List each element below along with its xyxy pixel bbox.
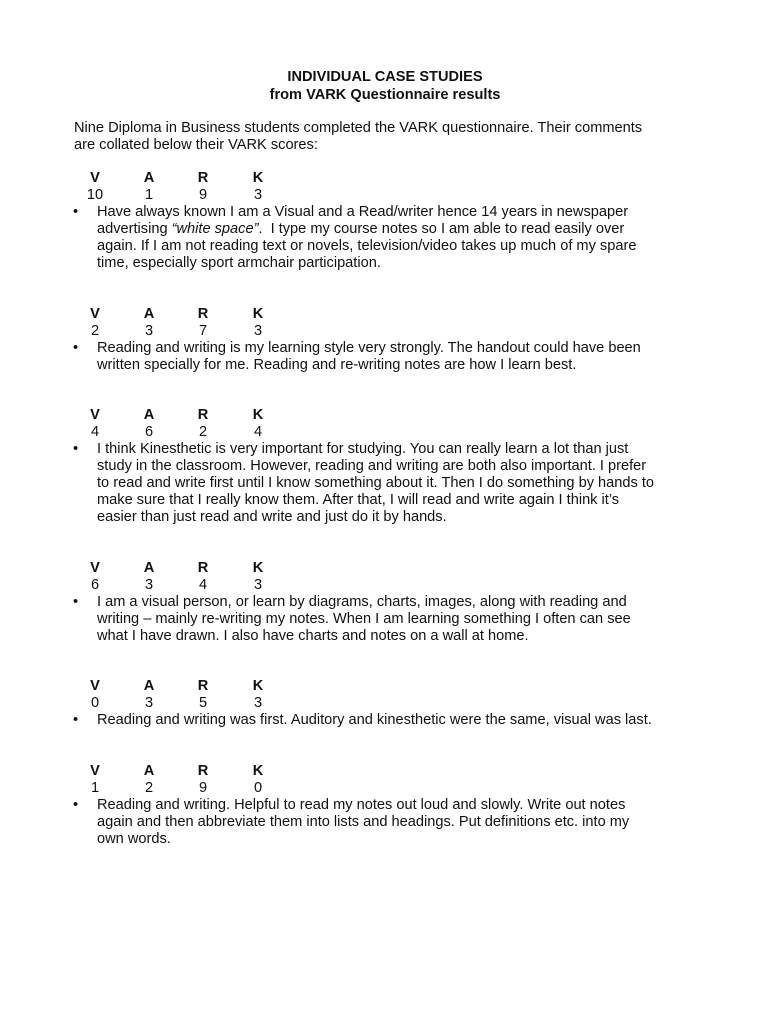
bullet-marker: •: [73, 797, 79, 813]
vark-header-r: R: [197, 306, 209, 322]
intro-line: are collated below their VARK scores:: [74, 137, 318, 153]
score-r: 9: [198, 780, 208, 796]
comment-line: what I have drawn. I also have charts and notes on a wall at home.: [97, 628, 529, 644]
bullet-marker: •: [73, 594, 79, 610]
score-a: 3: [144, 323, 154, 339]
score-k: 3: [253, 187, 263, 203]
vark-header-k: K: [252, 170, 264, 186]
vark-header-r: R: [197, 407, 209, 423]
vark-header-v: V: [90, 407, 100, 423]
score-v: 1: [90, 780, 100, 796]
vark-header-v: V: [90, 560, 100, 576]
student-comment: [73, 441, 707, 526]
comment-line: Reading and writing was first. Auditory and kinesthetic were the same, visual was last.: [97, 712, 652, 728]
vark-header-a: A: [143, 678, 155, 694]
score-a: 1: [144, 187, 154, 203]
comment-line: make sure that I really know them. After that, I will read and write again I think it’s: [97, 492, 620, 508]
score-r: 4: [198, 577, 208, 593]
vark-header-v: V: [90, 678, 100, 694]
vark-header-a: A: [143, 560, 155, 576]
vark-header-v: V: [90, 170, 100, 186]
comment-line: own words.: [97, 831, 171, 847]
comment-line: again. If I am not reading text or novels, television/video takes up much of my spare: [97, 238, 637, 254]
vark-header-r: R: [197, 678, 209, 694]
page-title: INDIVIDUAL CASE STUDIES: [287, 69, 483, 85]
vark-header-r: R: [197, 170, 209, 186]
vark-header-a: A: [143, 306, 155, 322]
comment-text: . I type my course notes so I am able to read easily over: [258, 221, 625, 237]
vark-header-a: A: [143, 763, 155, 779]
vark-header-row: [0, 306, 400, 323]
score-a: 3: [144, 577, 154, 593]
bullet-marker: •: [73, 340, 79, 356]
comment-line: study in the classroom. However, reading and writing are both also important. I prefer: [97, 458, 647, 474]
score-k: 3: [253, 695, 263, 711]
comment-line: Have always known I am a Visual and a Read/writer hence 14 years in newspaper: [97, 204, 629, 220]
vark-header-a: A: [143, 170, 155, 186]
student-comment: [73, 340, 707, 374]
comment-line: [97, 221, 707, 238]
vark-header-v: V: [90, 306, 100, 322]
vark-header-v: V: [90, 763, 100, 779]
score-v: 6: [90, 577, 100, 593]
comment-line: I am a visual person, or learn by diagrams, charts, images, along with reading and: [97, 594, 627, 610]
score-v: 0: [90, 695, 100, 711]
intro-line: Nine Diploma in Business students completed the VARK questionnaire. Their comments: [74, 120, 643, 136]
score-v: 2: [90, 323, 100, 339]
vark-score-row: [0, 780, 400, 797]
vark-header-row: [0, 560, 400, 577]
vark-header-row: [0, 678, 400, 695]
comment-line: writing – mainly re-writing my notes. When I am learning something I often can see: [97, 611, 631, 627]
comment-line: easier than just read and write and just do it by hands.: [97, 509, 447, 525]
comment-italic-text: “white space”: [171, 221, 259, 237]
student-comment: [73, 712, 707, 729]
comment-line: I think Kinesthetic is very important for studying. You can really learn a lot than just: [97, 441, 629, 457]
score-a: 6: [144, 424, 154, 440]
score-k: 4: [253, 424, 263, 440]
vark-header-k: K: [252, 763, 264, 779]
score-k: 0: [253, 780, 263, 796]
bullet-marker: •: [73, 204, 79, 220]
score-k: 3: [253, 323, 263, 339]
student-comment: [73, 594, 707, 645]
vark-score-row: [0, 695, 400, 712]
vark-header-a: A: [143, 407, 155, 423]
vark-header-k: K: [252, 678, 264, 694]
score-a: 2: [144, 780, 154, 796]
vark-score-row: [0, 187, 400, 204]
vark-score-row: [0, 577, 400, 594]
vark-header-row: [0, 763, 400, 780]
score-a: 3: [144, 695, 154, 711]
score-v: 4: [90, 424, 100, 440]
vark-header-k: K: [252, 407, 264, 423]
comment-line: to read and write first until I know something about it. Then I do something by hands to: [97, 475, 655, 491]
bullet-marker: •: [73, 712, 79, 728]
score-v: 10: [86, 187, 104, 203]
student-comment: [73, 204, 707, 272]
vark-header-row: [0, 170, 400, 187]
vark-score-row: [0, 424, 400, 441]
vark-header-r: R: [197, 560, 209, 576]
score-k: 3: [253, 577, 263, 593]
comment-line: again and then abbreviate them into lists and headings. Put definitions etc. into my: [97, 814, 630, 830]
intro-paragraph: [74, 120, 714, 154]
vark-header-row: [0, 407, 400, 424]
vark-header-k: K: [252, 560, 264, 576]
comment-line: time, especially sport armchair participation.: [97, 255, 381, 271]
vark-score-row: [0, 323, 400, 340]
student-comment: [73, 797, 707, 848]
vark-header-k: K: [252, 306, 264, 322]
page-subtitle: from VARK Questionnaire results: [269, 87, 501, 103]
score-r: 2: [198, 424, 208, 440]
comment-line: Reading and writing is my learning style very strongly. The handout could have been: [97, 340, 641, 356]
score-r: 9: [198, 187, 208, 203]
comment-line: Reading and writing. Helpful to read my notes out loud and slowly. Write out notes: [97, 797, 626, 813]
vark-header-r: R: [197, 763, 209, 779]
comment-line: written specially for me. Reading and re-writing notes are how I learn best.: [97, 357, 577, 373]
bullet-marker: •: [73, 441, 79, 457]
score-r: 5: [198, 695, 208, 711]
score-r: 7: [198, 323, 208, 339]
comment-text: advertising: [97, 221, 172, 237]
